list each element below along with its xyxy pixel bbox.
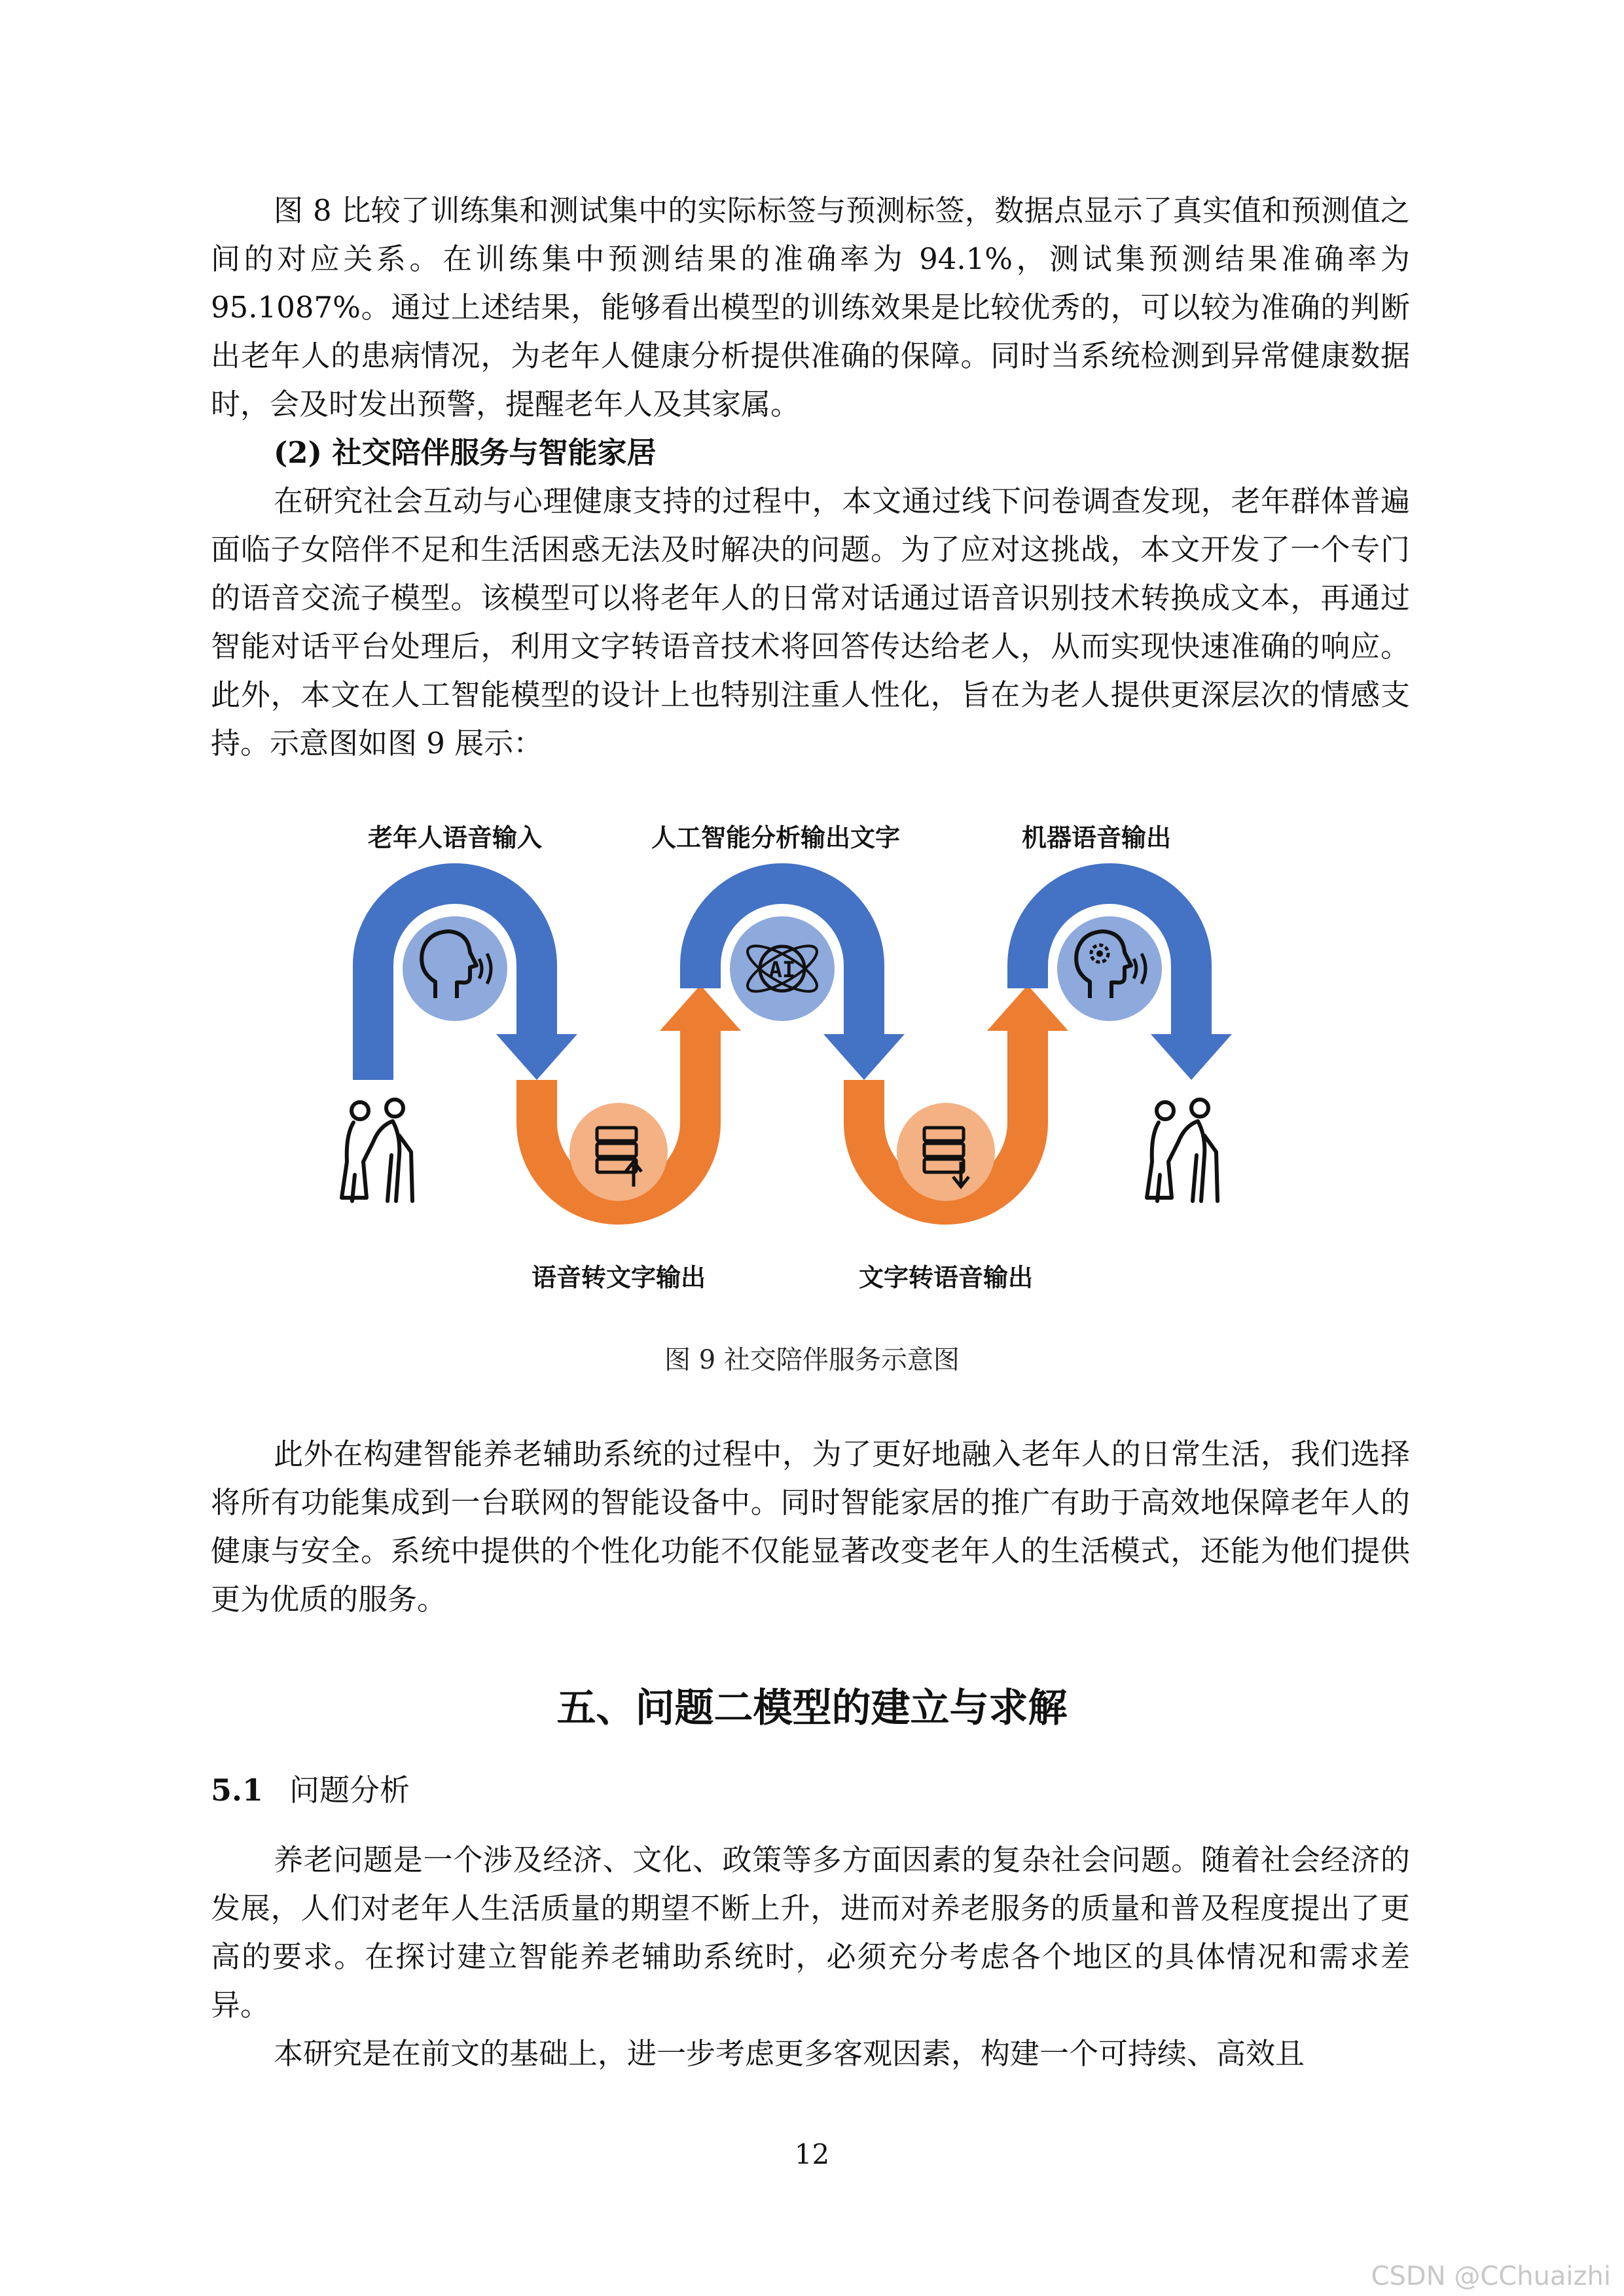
subsection-title: 问题分析 <box>289 1772 410 1808</box>
elderly-couple-icon-left <box>342 1100 412 1201</box>
figure-caption: 图 9 社交陪伴服务示意图 <box>664 1345 960 1375</box>
paragraph-5: 本研究是在前文的基础上，进一步考虑更多客观因素，构建一个可持续、高效且 <box>274 2036 1305 2071</box>
orange-arrowhead-2 <box>987 985 1068 1031</box>
subsection-number: 5.1 <box>211 1772 264 1808</box>
elderly-couple-icon-right <box>1147 1100 1218 1201</box>
paragraph-block-3 <box>211 1430 1410 1624</box>
label-machine-voice-output: 机器语音输出 <box>1021 823 1172 852</box>
speaking-head-icon <box>403 916 507 1021</box>
blue-arrowhead-3 <box>1151 1034 1232 1080</box>
server-download-icon <box>897 1103 995 1201</box>
subheading-social-companion: (2) 社交陪伴服务与智能家居 <box>274 435 657 470</box>
figure-9-flow-diagram <box>327 808 1309 1306</box>
paragraph-3: 此外在构建智能养老辅助系统的过程中，为了更好地融入老年人的日常生活，我们选择将所有功能集成到一台联网的智能设备中。同时智能家居的推广有助于高效地保障老年人的健康与安全。系统中提供的个性化功能不仅能显著改变老年人的生活模式，还能为他们提供更为优质的服务。 <box>211 1437 1410 1617</box>
label-ai-analysis-output: 人工智能分析输出文字 <box>651 823 901 852</box>
paragraph-1: 图 8 比较了训练集和测试集中的实际标签与预测标签，数据点显示了真实值和预测值之间的对应关系。在训练集中预测结果的准确率为 94.1%，测试集预测结果准确率为 95.1087%。通过上述结果，能够看出模型的训练效果是比较优秀的，可以较为准确的判断出老年人的患病情况，为老年人健康分析提供准确的保障。同时当系统检测到异常健康数据时，会及时发出预警，提醒老年人及其家属。 <box>211 193 1410 422</box>
ai-text: AI <box>768 957 796 983</box>
page-number: 12 <box>794 2138 830 2170</box>
watermark: CSDN @CChuaizhi <box>1371 2261 1611 2291</box>
paragraph-block-2 <box>211 477 1410 768</box>
ai-brain-icon <box>730 916 835 1021</box>
orange-arrowhead-1 <box>660 985 741 1031</box>
blue-arrowhead-1 <box>496 1034 577 1080</box>
paragraph-block-1 <box>211 187 1410 429</box>
label-elderly-voice-input: 老年人语音输入 <box>367 823 543 852</box>
robot-speaking-head-icon <box>1057 916 1162 1021</box>
paragraph-2: 在研究社会互动与心理健康支持的过程中，本文通过线下问卷调查发现，老年群体普遍面临子女陪伴不足和生活困惑无法及时解决的问题。为了应对这挑战，本文开发了一个专门的语音交流子模型。该模型可以将老年人的日常对话通过语音识别技术转换成文本，再通过智能对话平台处理后，利用文字转语音技术将回答传达给老人，从而实现快速准确的响应。此外，本文在人工智能模型的设计上也特别注重人性化，旨在为老人提供更深层次的情感支持。示意图如图 9 展示： <box>211 484 1410 761</box>
server-upload-icon <box>569 1103 668 1201</box>
paragraph-4: 养老问题是一个涉及经济、文化、政策等多方面因素的复杂社会问题。随着社会经济的发展，人们对老年人生活质量的期望不断上升，进而对养老服务的质量和普及程度提出了更高的要求。在探讨建立智能养老辅助系统时，必须充分考虑各个地区的具体情况和需求差异。 <box>211 1842 1410 2022</box>
section-title: 五、问题二模型的建立与求解 <box>556 1685 1068 1731</box>
blue-arrowhead-2 <box>823 1034 905 1080</box>
label-speech-to-text: 语音转文字输出 <box>531 1263 706 1292</box>
paragraph-block-4 <box>211 1836 1410 2078</box>
label-text-to-speech: 文字转语音输出 <box>858 1263 1034 1292</box>
subsection-heading <box>211 1767 410 1813</box>
